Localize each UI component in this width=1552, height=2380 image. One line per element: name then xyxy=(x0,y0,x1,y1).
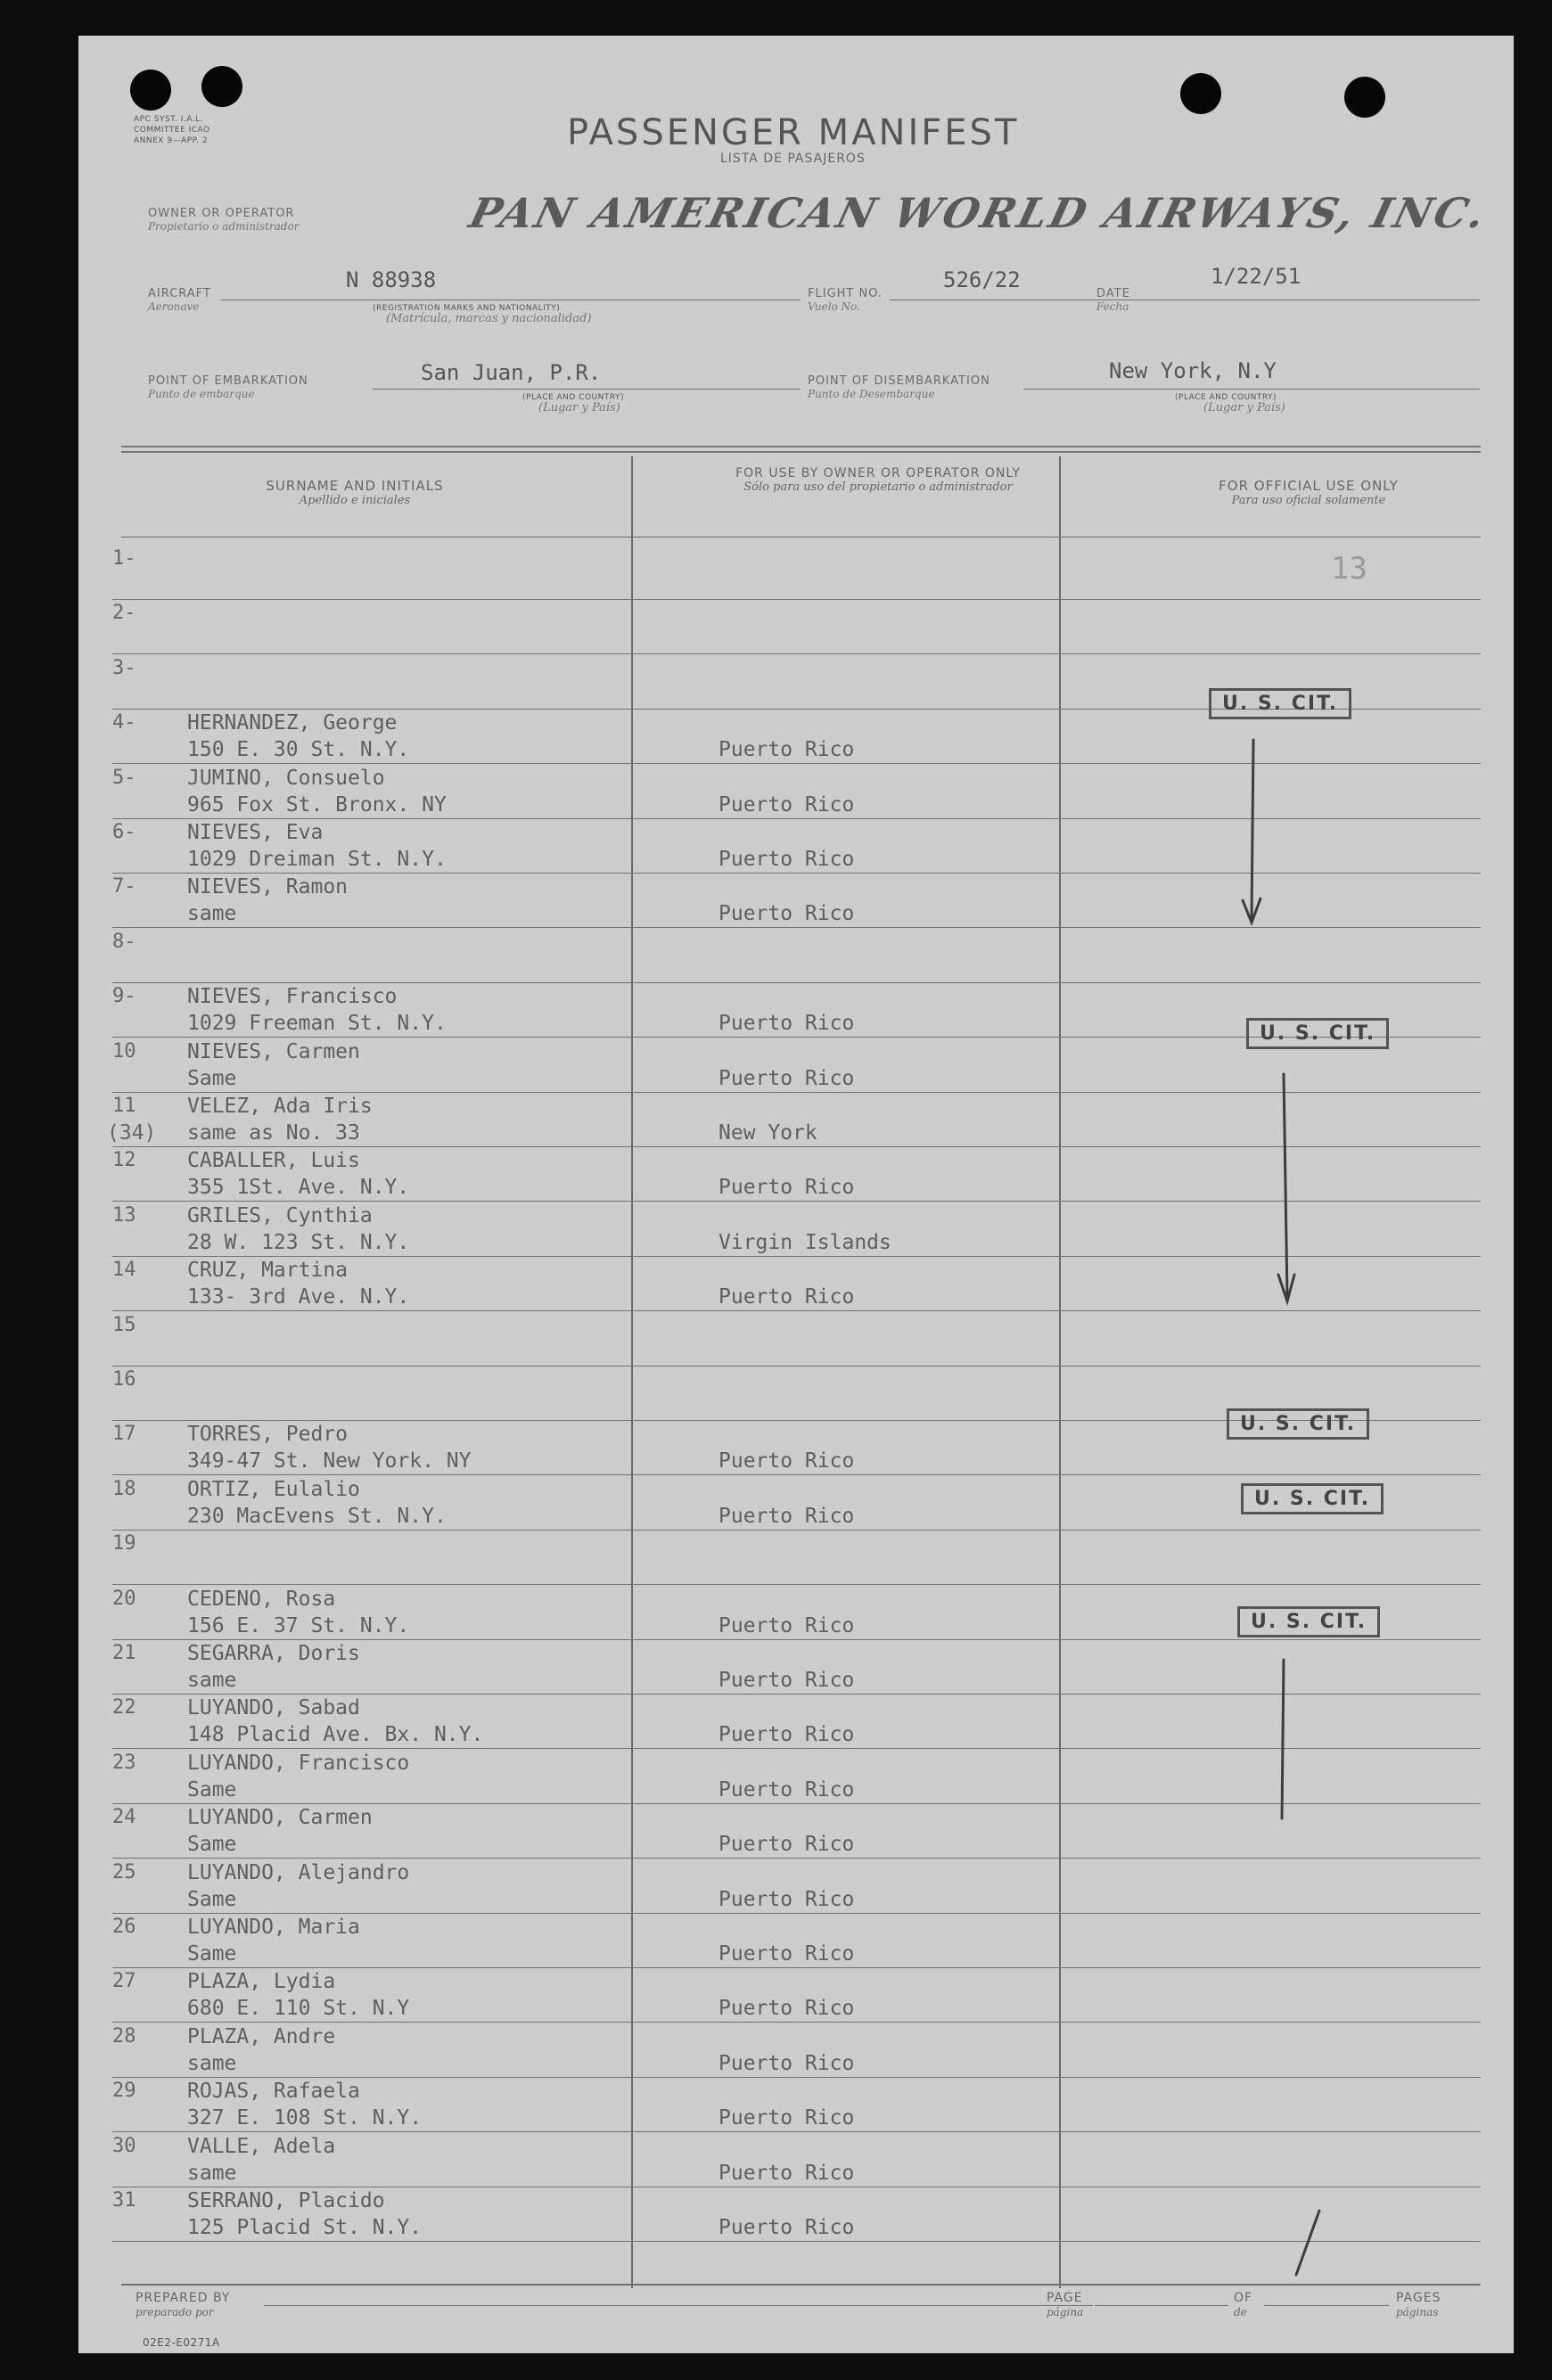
column-header-official-use: FOR OFFICIAL USE ONLY Para uso oficial solamente xyxy=(1219,478,1399,507)
embark-caption-es: (Lugar y País) xyxy=(538,401,620,414)
table-row xyxy=(112,819,1481,874)
row-number: 23 xyxy=(112,1751,136,1774)
owner-use-entry: Puerto Rico xyxy=(719,1669,855,1692)
citizenship-stamp: U. S. CIT. xyxy=(1227,1408,1369,1440)
passenger-address: 156 E. 37 St. N.Y. xyxy=(187,1613,410,1637)
row-number: 5- xyxy=(112,766,136,789)
row-number: 29 xyxy=(112,2080,136,2103)
flight-label: FLIGHT NO. xyxy=(808,287,883,300)
row-number: 22 xyxy=(112,1696,136,1719)
passenger-name: NIEVES, Carmen xyxy=(187,1039,360,1063)
table-row xyxy=(112,1312,1481,1366)
passenger-name: JUMINO, Consuelo xyxy=(187,766,385,790)
passenger-name: HERNANDEZ, George xyxy=(187,711,398,735)
row-number: 7- xyxy=(112,875,136,899)
passenger-name: TORRES, Pedro xyxy=(187,1423,349,1447)
page-title: PASSENGER MANIFEST xyxy=(567,112,1020,153)
passenger-name: SEGARRA, Doris xyxy=(187,1642,360,1665)
row-number: 10 xyxy=(112,1039,136,1063)
row-number: 15 xyxy=(112,1313,136,1336)
table-row xyxy=(112,1695,1481,1749)
row-number: 14 xyxy=(112,1259,136,1282)
table-row xyxy=(112,765,1481,819)
passenger-address: Same xyxy=(187,1833,237,1857)
passenger-name: NIEVES, Eva xyxy=(187,821,324,844)
row-number: 18 xyxy=(112,1477,136,1500)
row-number: 26 xyxy=(112,1916,136,1938)
table-row xyxy=(107,1093,1481,1147)
flight-label-es: Vuelo No. xyxy=(808,300,860,313)
form-code-bottom: 02E2-E0271A xyxy=(143,2336,220,2349)
citizenship-stamp: U. S. CIT. xyxy=(1237,1606,1380,1637)
table-row xyxy=(112,1859,1481,1914)
row-number: 25 xyxy=(112,1860,136,1883)
of-label: OF de xyxy=(1234,2291,1253,2318)
owner-use-entry: Puerto Rico xyxy=(719,1887,855,1911)
owner-use-entry: Puerto Rico xyxy=(719,1066,855,1090)
passenger-address: 133- 3rd Ave. N.Y. xyxy=(187,1285,410,1309)
table-row xyxy=(112,1914,1481,1968)
manifest-page xyxy=(78,36,1514,2353)
page-number-mark: 13 xyxy=(1331,551,1367,587)
passenger-name: ROJAS, Rafaela xyxy=(187,2080,360,2104)
owner-use-entry: Puerto Rico xyxy=(719,1449,855,1473)
row-number: 2- xyxy=(112,602,136,625)
disembark-label: POINT OF DISEMBARKATION xyxy=(808,374,990,388)
passenger-name: VALLE, Adela xyxy=(187,2134,336,2158)
passenger-name: LUYANDO, Francisco xyxy=(187,1751,410,1775)
passenger-address: same xyxy=(187,2051,237,2075)
row-number: 21 xyxy=(112,1642,136,1664)
table-row xyxy=(112,929,1481,983)
owner-label: OWNER OR OPERATOR xyxy=(148,207,295,220)
passenger-address: same as No. 33 xyxy=(187,1121,360,1145)
row-number: 12 xyxy=(112,1149,136,1172)
table-row xyxy=(112,1640,1481,1695)
owner-use-entry: Puerto Rico xyxy=(719,2106,855,2130)
passenger-name: PLAZA, Lydia xyxy=(187,1970,336,1994)
row-number: 30 xyxy=(112,2134,136,2157)
passenger-address: 148 Placid Ave. Bx. N.Y. xyxy=(187,1723,484,1747)
owner-use-entry: Puerto Rico xyxy=(719,1012,855,1036)
table-row xyxy=(112,2078,1481,2132)
passenger-address: same xyxy=(187,1669,237,1692)
table-row xyxy=(112,1804,1481,1859)
row-number: 16 xyxy=(112,1368,136,1391)
row-number: 13 xyxy=(112,1203,136,1227)
punch-hole xyxy=(130,70,171,111)
row-number: 28 xyxy=(112,2024,136,2048)
passenger-name: PLAZA, Andre xyxy=(187,2024,336,2048)
owner-use-entry: Puerto Rico xyxy=(719,1176,855,1200)
table-row xyxy=(112,600,1481,654)
citizenship-stamp: U. S. CIT. xyxy=(1241,1483,1384,1514)
passenger-address: 125 Placid St. N.Y. xyxy=(187,2216,423,2239)
table-row xyxy=(112,1750,1481,1804)
row-number: 3- xyxy=(112,656,136,679)
table-row xyxy=(112,1257,1481,1311)
owner-use-entry: Puerto Rico xyxy=(719,1723,855,1747)
citizenship-stamp: U. S. CIT. xyxy=(1246,1018,1389,1049)
owner-use-entry: Puerto Rico xyxy=(719,1285,855,1309)
column-header-owner-use: FOR USE BY OWNER OR OPERATOR ONLY Sólo para uso del propietario o administrador xyxy=(735,466,1021,494)
aircraft-caption-es: (Matrícula, marcas y nacionalidad) xyxy=(386,312,592,325)
passenger-name: LUYANDO, Maria xyxy=(187,1916,360,1939)
disembark-caption-es: (Lugar y País) xyxy=(1203,401,1285,414)
row-number: 19 xyxy=(112,1532,136,1555)
passenger-address: 1029 Freeman St. N.Y. xyxy=(187,1012,447,1036)
passenger-name: LUYANDO, Sabad xyxy=(187,1696,360,1720)
passenger-address: 1029 Dreiman St. N.Y. xyxy=(187,848,447,871)
passenger-address: 355 1St. Ave. N.Y. xyxy=(187,1176,410,1200)
owner-use-entry: Puerto Rico xyxy=(719,2216,855,2239)
owner-use-entry: Puerto Rico xyxy=(719,1777,855,1801)
passenger-address: Same xyxy=(187,1777,237,1801)
owner-use-entry: Puerto Rico xyxy=(719,2051,855,2075)
table-row xyxy=(112,1202,1481,1257)
table-row xyxy=(112,2133,1481,2187)
passenger-address: 150 E. 30 St. N.Y. xyxy=(187,738,410,762)
date-value: 1/22/51 xyxy=(1211,264,1302,289)
passenger-name: GRILES, Cynthia xyxy=(187,1203,373,1227)
passenger-name: SERRANO, Placido xyxy=(187,2189,385,2212)
row-number: 27 xyxy=(112,1970,136,1993)
table-row xyxy=(112,1531,1481,1585)
disembark-caption: (PLACE AND COUNTRY) xyxy=(1175,393,1277,402)
owner-use-entry: Puerto Rico xyxy=(719,2161,855,2185)
table-row xyxy=(112,546,1481,600)
airline-name: PAN AMERICAN WORLD AIRWAYS, INC. xyxy=(464,189,1493,237)
prepared-by-label: PREPARED BY preparado por xyxy=(135,2291,231,2318)
passenger-address: Same xyxy=(187,1066,237,1090)
passenger-address: 327 E. 108 St. N.Y. xyxy=(187,2106,423,2130)
row-prefix: (34) xyxy=(107,1121,157,1145)
row-number: 24 xyxy=(112,1806,136,1829)
passenger-name: LUYANDO, Carmen xyxy=(187,1806,373,1830)
citizenship-stamp: U. S. CIT. xyxy=(1209,688,1351,719)
passenger-address: Same xyxy=(187,1887,237,1911)
owner-use-entry: Puerto Rico xyxy=(719,1997,855,2021)
column-header-surname: SURNAME AND INITIALS Apellido e iniciales xyxy=(266,478,444,507)
row-number: 8- xyxy=(112,930,136,953)
row-number: 20 xyxy=(112,1587,136,1610)
owner-use-entry: Puerto Rico xyxy=(719,848,855,871)
row-number: 4- xyxy=(112,711,136,735)
embark-caption: (PLACE AND COUNTRY) xyxy=(522,393,625,402)
passenger-address: Same xyxy=(187,1942,237,1966)
passenger-name: VELEZ, Ada Iris xyxy=(187,1095,373,1118)
passenger-address: 28 W. 123 St. N.Y. xyxy=(187,1230,410,1254)
owner-use-entry: Puerto Rico xyxy=(719,1942,855,1966)
aircraft-value: N 88938 xyxy=(346,267,437,292)
owner-use-entry: Puerto Rico xyxy=(719,1833,855,1857)
owner-use-entry: New York xyxy=(719,1121,817,1145)
passenger-address: same xyxy=(187,902,237,926)
passenger-address: 965 Fox St. Bronx. NY xyxy=(187,792,447,817)
passenger-address: 680 E. 110 St. N.Y xyxy=(187,1997,410,2021)
aircraft-caption: (REGISTRATION MARKS AND NATIONALITY) xyxy=(373,304,561,313)
owner-use-entry: Puerto Rico xyxy=(719,1613,855,1637)
date-label: DATE xyxy=(1096,287,1130,300)
table-row xyxy=(112,1968,1481,2023)
page-title-spanish: LISTA DE PASAJEROS xyxy=(720,152,866,166)
table-row xyxy=(112,874,1481,928)
owner-label-es: Propietario o administrador xyxy=(148,220,300,233)
punch-hole xyxy=(1180,73,1221,114)
date-label-es: Fecha xyxy=(1096,300,1129,313)
owner-use-entry: Puerto Rico xyxy=(719,902,855,926)
aircraft-label-es: Aeronave xyxy=(148,300,200,313)
table-row xyxy=(112,2187,1481,2242)
embark-value: San Juan, P.R. xyxy=(421,360,602,385)
row-number: 1- xyxy=(112,547,136,570)
row-number: 31 xyxy=(112,2189,136,2212)
passenger-name: CRUZ, Martina xyxy=(187,1259,349,1283)
passenger-name: ORTIZ, Eulalio xyxy=(187,1477,360,1501)
owner-use-entry: Puerto Rico xyxy=(719,792,855,817)
embark-label: POINT OF EMBARKATION xyxy=(148,374,308,388)
owner-use-entry: Puerto Rico xyxy=(719,1504,855,1528)
passenger-name: CABALLER, Luis xyxy=(187,1149,360,1173)
pages-label: PAGES páginas xyxy=(1396,2291,1441,2318)
owner-use-entry: Puerto Rico xyxy=(719,738,855,762)
disembark-value: New York, N.Y xyxy=(1109,358,1277,383)
passenger-address: same xyxy=(187,2161,237,2185)
punch-hole xyxy=(201,66,242,107)
passenger-address: 349-47 St. New York. NY xyxy=(187,1449,472,1473)
flight-value: 526/22 xyxy=(943,267,1021,292)
passenger-name: CEDENO, Rosa xyxy=(187,1587,336,1611)
passenger-name: NIEVES, Ramon xyxy=(187,875,349,899)
disembark-label-es: Punto de Desembarque xyxy=(808,388,935,400)
embark-label-es: Punto de embarque xyxy=(148,388,255,400)
page-label: PAGE página xyxy=(1047,2291,1084,2318)
passenger-name: LUYANDO, Alejandro xyxy=(187,1860,410,1884)
table-row xyxy=(112,1147,1481,1202)
row-number: 11 xyxy=(112,1095,136,1117)
form-code-top-left: APC SYST. I.A.L. COMMITTEE ICAO ANNEX 9—APP. 2 xyxy=(134,115,210,145)
row-number: 9- xyxy=(112,985,136,1008)
row-number: 17 xyxy=(112,1423,136,1446)
punch-hole xyxy=(1344,77,1385,118)
table-row xyxy=(112,2023,1481,2078)
passenger-name: NIEVES, Francisco xyxy=(187,985,398,1009)
owner-use-entry: Virgin Islands xyxy=(719,1230,891,1254)
aircraft-label: AIRCRAFT xyxy=(148,287,211,300)
passenger-address: 230 MacEvens St. N.Y. xyxy=(187,1504,447,1528)
row-number: 6- xyxy=(112,821,136,843)
